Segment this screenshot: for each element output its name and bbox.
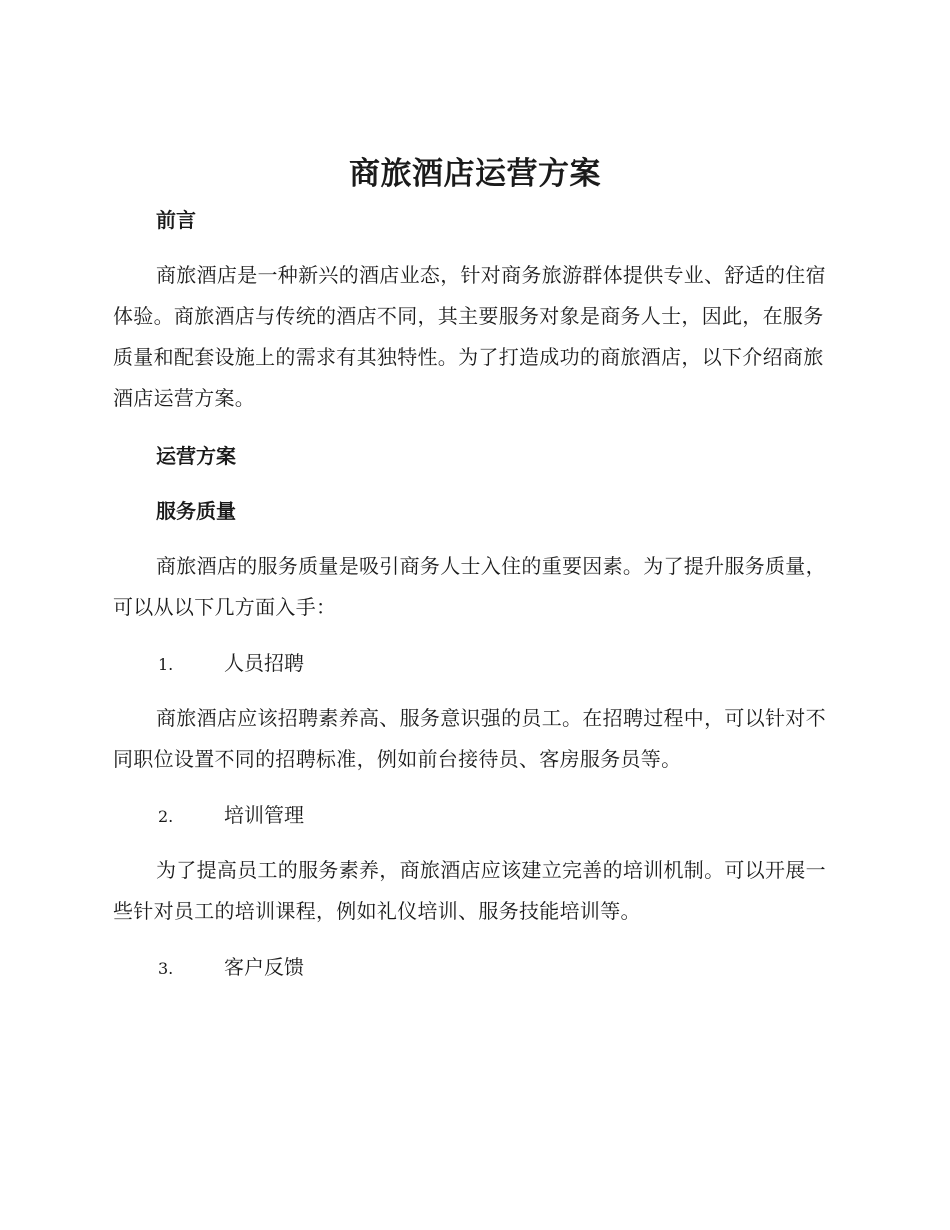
list-item-recruitment (158, 649, 304, 679)
list-item-training (158, 801, 304, 831)
list-number: 2. (158, 807, 174, 826)
list-number: 1. (158, 655, 174, 674)
section-heading-operations: 运营方案 (156, 444, 236, 468)
preface-paragraph: 商旅酒店是一种新兴的酒店业态，针对商务旅游群体提供专业、舒适的住宿体验。商旅酒店与传统的酒店不同，其主要服务对象是商务人士，因此，在服务质量和配套设施上的需求有其独特性。为了打造成功的商旅酒店，以下介绍商旅酒店运营方案。 (113, 263, 826, 410)
list-item-label: 人员招聘 (224, 651, 304, 675)
list-item-feedback (158, 953, 304, 983)
training-paragraph: 为了提高员工的服务素养，商旅酒店应该建立完善的培训机制。可以开展一些针对员工的培训课程，例如礼仪培训、服务技能培训等。 (113, 858, 826, 923)
list-item-label: 培训管理 (224, 803, 304, 827)
section-heading-service-quality: 服务质量 (156, 499, 236, 523)
list-item-label: 客户反馈 (224, 955, 304, 979)
service-quality-paragraph: 商旅酒店的服务质量是吸引商务人士入住的重要因素。为了提升服务质量，可以从以下几方面入手： (113, 554, 826, 619)
recruitment-paragraph: 商旅酒店应该招聘素养高、服务意识强的员工。在招聘过程中，可以针对不同职位设置不同的招聘标准，例如前台接待员、客房服务员等。 (113, 706, 826, 771)
list-number: 3. (158, 959, 174, 978)
section-heading-preface: 前言 (156, 208, 196, 232)
document-title: 商旅酒店运营方案 (349, 156, 601, 192)
